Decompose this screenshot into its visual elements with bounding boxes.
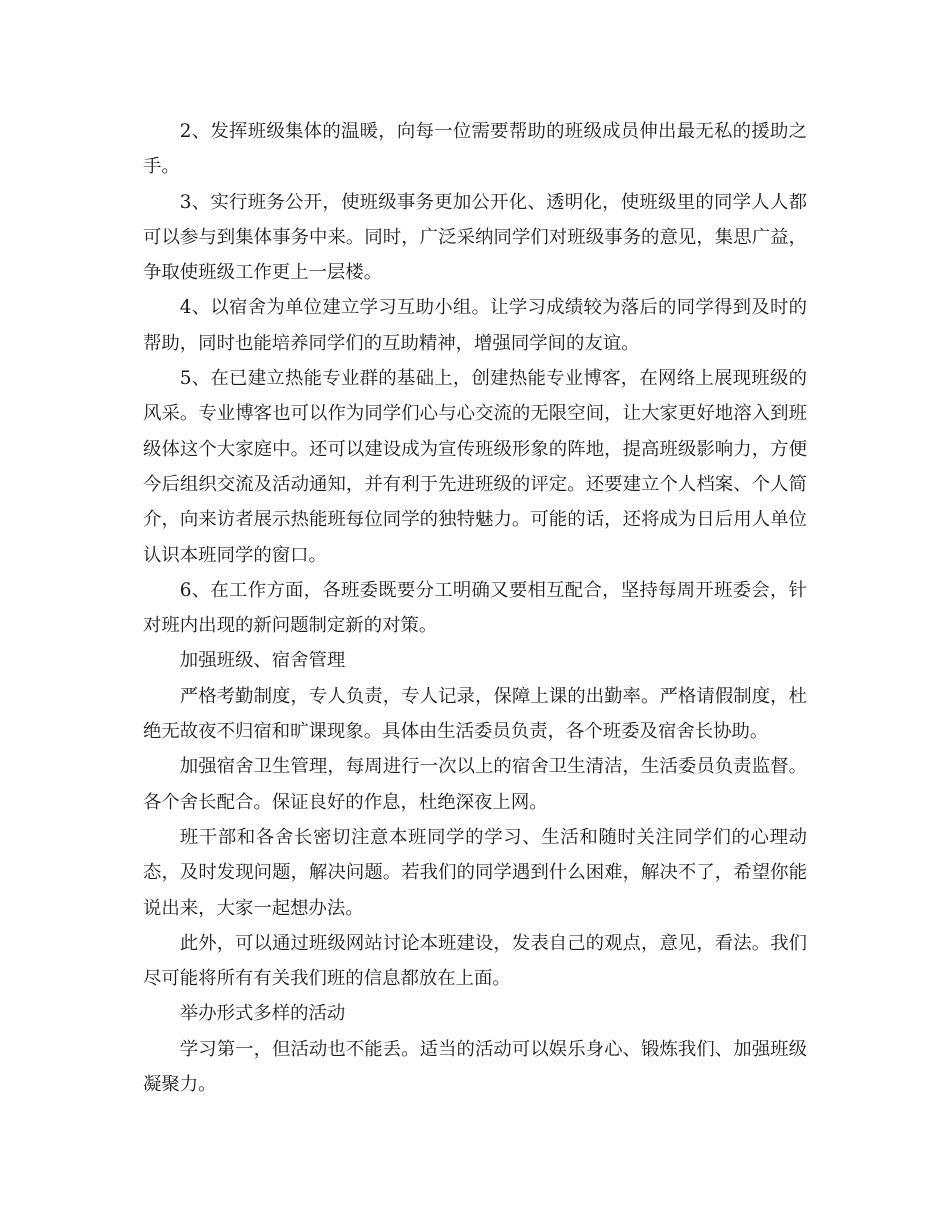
paragraph-activities: 学习第一，但活动也不能丢。适当的活动可以娱乐身心、锻炼我们、加强班级凝聚力。 <box>143 1038 807 1096</box>
paragraph-class-website: 此外，可以通过班级网站讨论本班建设，发表自己的观点，意见，看法。我们尽可能将所有有关我们班的信息都放在上面。 <box>143 932 807 990</box>
paragraph-item-2: 2、发挥班级集体的温暖，向每一位需要帮助的班级成员伸出最无私的援助之手。 <box>143 121 807 178</box>
paragraph-item-5: 5、在已建立热能专业群的基础上，创建热能专业博客，在网络上展现班级的风采。专业博客也可以作为同学们心与心交流的无限空间，让大家更好地溶入到班级体这个大家庭中。还可以建设成为宣传班级形象的阵地，提高班级影响力，方便今后组织交流及活动通知，并有利于先进班级的评定。还要建立个人档案、个人简介，向来访者展示热能班每位同学的独特魅力。可能的话，还将成为日后用人单位认识本班同学的窗口。 <box>143 368 807 566</box>
document-body <box>143 114 807 1102</box>
paragraph-item-3: 3、实行班务公开，使班级事务更加公开化、透明化，使班级里的同学人人都可以参与到集体事务中来。同时，广泛采纳同学们对班级事务的意见，集思广益，争取使班级工作更上一层楼。 <box>143 191 807 284</box>
paragraph-dorm-hygiene: 加强宿舍卫生管理，每周进行一次以上的宿舍卫生清洁，生活委员负责监督。各个舍长配合。保证良好的作息，杜绝深夜上网。 <box>143 756 807 813</box>
paragraph-item-6: 6、在工作方面，各班委既要分工明确又要相互配合，坚持每周开班委会，针对班内出现的新问题制定新的对策。 <box>143 579 807 637</box>
section-heading-activities: 举办形式多样的活动 <box>179 1003 346 1025</box>
paragraph-item-4: 4、以宿舍为单位建立学习互助小组。让学习成绩较为落后的同学得到及时的帮助，同时也能培养同学们的互助精神，增强同学间的友谊。 <box>143 297 807 354</box>
paragraph-attendance: 严格考勤制度，专人负责，专人记录，保障上课的出勤率。严格请假制度，杜绝无故夜不归宿和旷课现象。具体由生活委员负责，各个班委及宿舍长协助。 <box>143 685 807 743</box>
paragraph-student-care: 班干部和各舍长密切注意本班同学的学习、生活和随时关注同学们的心理动态，及时发现问题，解决问题。若我们的同学遇到什么困难，解决不了，希望你能说出来，大家一起想办法。 <box>143 826 807 919</box>
section-heading-management: 加强班级、宿舍管理 <box>179 650 346 672</box>
